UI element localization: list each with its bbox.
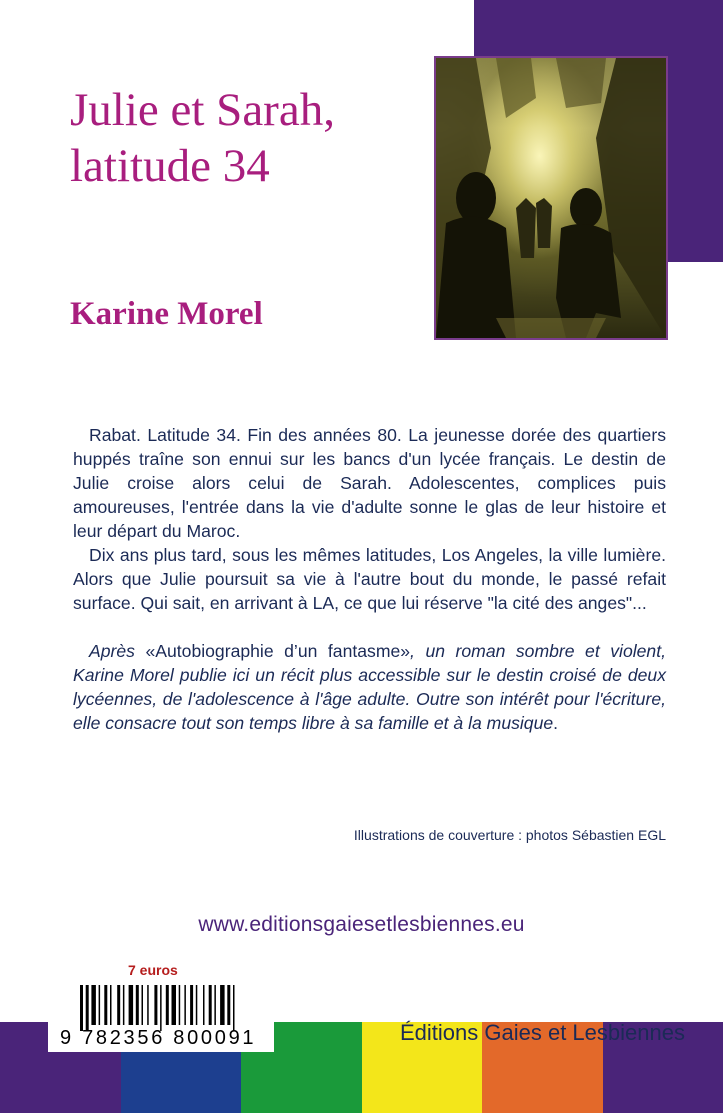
price-barcode-box bbox=[48, 957, 274, 1052]
publisher-name: Éditions Gaies et Lesbiennes bbox=[400, 1020, 685, 1045]
barcode-bar bbox=[154, 985, 157, 1025]
barcode-bar bbox=[147, 985, 149, 1025]
barcode-bar bbox=[142, 985, 144, 1025]
barcode-bar bbox=[203, 985, 205, 1025]
barcode-bar bbox=[136, 985, 139, 1025]
barcode-icon bbox=[80, 985, 265, 1031]
barcode-bar bbox=[166, 985, 169, 1025]
barcode-bar bbox=[196, 985, 198, 1025]
cover-photo bbox=[434, 56, 668, 340]
barcode-bar bbox=[99, 985, 101, 1025]
summary-paragraph-2: Dix ans plus tard, sous les mêmes latitudes, Los Angeles, la ville lumière. Alors que Julie poursuit sa vie à l'autre bout du monde, le passé refait surface. Qui sait, en arrivant à LA, ce que lui réserve "la cité des anges"... bbox=[73, 545, 666, 613]
street-scene-illustration bbox=[436, 58, 666, 338]
bio-book-reference: «Autobiographie d’un fantasme» bbox=[145, 641, 411, 661]
book-title bbox=[70, 82, 335, 194]
barcode-bar bbox=[129, 985, 134, 1025]
bio-end: . bbox=[553, 713, 559, 733]
barcode-bar bbox=[220, 985, 225, 1025]
book-title-line2: latitude 34 bbox=[70, 140, 270, 192]
barcode-bar bbox=[184, 985, 186, 1025]
barcode-bar bbox=[233, 985, 235, 1031]
barcode-bar bbox=[190, 985, 193, 1025]
author-name: Karine Morel bbox=[70, 296, 263, 332]
barcode-bar bbox=[123, 985, 125, 1025]
cover-credits: Illustrations de couverture : photos Sébastien EGL bbox=[353, 827, 666, 843]
barcode-bar bbox=[160, 985, 162, 1031]
barcode-bar bbox=[104, 985, 107, 1025]
barcode-bar bbox=[110, 985, 112, 1025]
barcode-bar bbox=[209, 985, 212, 1025]
barcode-bar bbox=[214, 985, 216, 1025]
barcode-bar bbox=[80, 985, 83, 1031]
barcode-bar bbox=[117, 985, 120, 1025]
bio-before: Après bbox=[89, 641, 146, 661]
barcode-bar bbox=[227, 985, 230, 1025]
barcode-bar bbox=[172, 985, 177, 1025]
barcode-bar bbox=[91, 985, 96, 1025]
author-bio-paragraph bbox=[73, 639, 666, 735]
bio-after: , un roman sombre et violent, Karine Morel publie ici un récit plus accessible sur le destin croisé de deux lycéennes, de l'adolescence à l'âge adulte. Outre son intérêt pour l'écriture, elle consacre tout son temps libre à sa famille et à la musique bbox=[73, 641, 666, 733]
book-title-line1: Julie et Sarah, bbox=[70, 84, 335, 136]
publisher-website[interactable]: www.editionsgaiesetlesbiennes.eu bbox=[198, 913, 525, 936]
barcode-number: 9 782356 800091 bbox=[60, 1027, 257, 1049]
summary-paragraph-1: Rabat. Latitude 34. Fin des années 80. La jeunesse dorée des quartiers huppés traîne son ennui sur les bancs d'un lycée français. Le destin de Julie croise alors celui de Sarah. Adolescentes, complices puis amoureuses, l'entrée dans la vie d'adulte sonne le glas de leur histoire et leur départ du Maroc. bbox=[73, 425, 666, 541]
barcode-bar bbox=[179, 985, 181, 1025]
price-label: 7 euros bbox=[128, 962, 178, 978]
barcode-bar bbox=[86, 985, 89, 1031]
back-cover-text bbox=[73, 423, 666, 735]
